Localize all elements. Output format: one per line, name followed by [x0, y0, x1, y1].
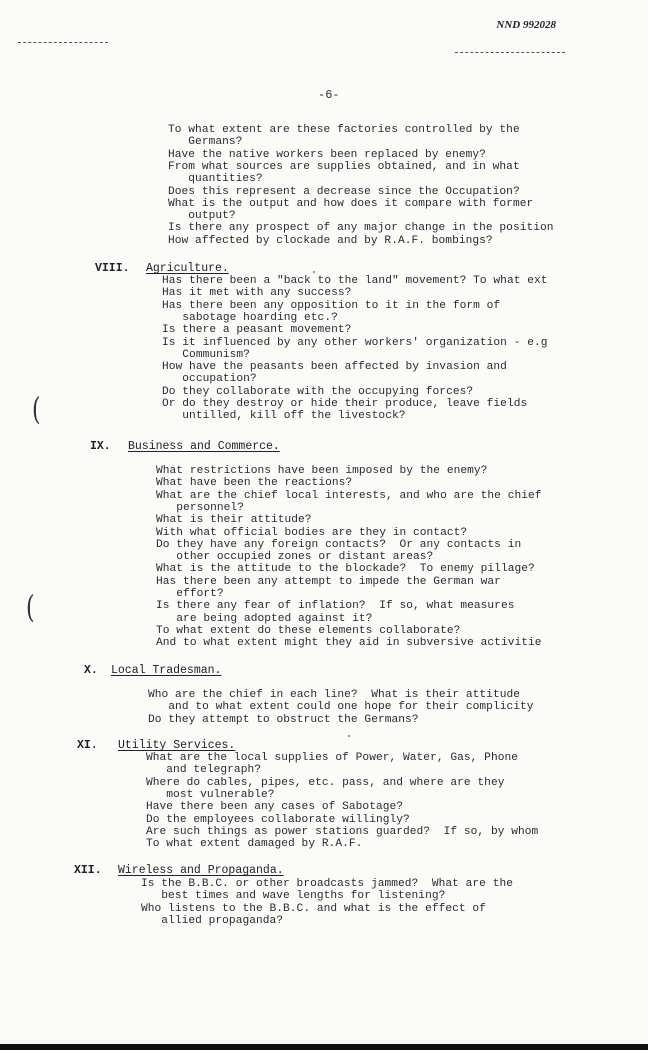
text-line: What have been the reactions? — [156, 477, 353, 490]
text-line: What restrictions have been imposed by the enemy? — [156, 465, 488, 477]
text-line: occupation? — [162, 373, 257, 386]
section-number: IX. — [90, 440, 111, 453]
section-title: Utility Services. — [118, 739, 236, 752]
scan-speck — [313, 271, 315, 273]
text-line: Is there a peasant movement? — [162, 324, 352, 337]
text-line: Is it influenced by any other workers' organization - e.g — [162, 336, 548, 349]
text-line: and telegraph? — [146, 764, 261, 777]
text-line: Is there any prospect of any major change in the position — [168, 222, 554, 235]
scan-bottom-edge — [0, 1044, 648, 1050]
text-line: What is their attitude? — [156, 514, 312, 527]
text-line: quantities? — [168, 173, 263, 186]
text-line: Does this represent a decrease since the Occupation? — [168, 185, 520, 198]
text-line: Has there been a "back to the land" movement? To what ext — [162, 275, 548, 287]
text-line: personnel? — [156, 501, 244, 514]
text-line: Is there any fear of inflation? If so, what measures — [156, 600, 515, 613]
margin-bracket-mark: ( — [32, 393, 41, 428]
text-line: Have there been any cases of Sabotage? — [146, 801, 404, 814]
scan-artifact-right — [455, 52, 565, 53]
text-line: untilled, kill off the livestock? — [162, 410, 406, 423]
text-line: effort? — [156, 588, 224, 600]
text-line: Do they collaborate with the occupying forces? — [162, 385, 474, 398]
section-title: Local Tradesman. — [111, 664, 222, 677]
section-number: XI. — [77, 739, 98, 752]
section-title: Wireless and Propaganda. — [118, 864, 284, 877]
text-line: Who listens to the B.B.C. and what is the effect of — [141, 902, 486, 915]
text-line: are being adopted against it? — [156, 612, 373, 625]
text-line: What is the output and how does it compare with former — [168, 197, 534, 210]
text-line: Do they attempt to obstruct the Germans? — [148, 713, 419, 726]
scan-artifact-left — [18, 42, 108, 43]
page-number: -6- — [318, 88, 340, 102]
text-line: What are the local supplies of Power, Water, Gas, Phone — [146, 752, 518, 764]
text-line: What are the chief local interests, and who are the chief — [156, 489, 542, 502]
text-line: Do the employees collaborate willingly? — [146, 813, 410, 826]
text-line: What is the attitude to the blockade? To enemy pillage? — [156, 563, 535, 576]
text-line: With what official bodies are they in contact? — [156, 526, 468, 539]
archive-stamp: NND 992028 — [496, 19, 556, 31]
text-line: Is the B.B.C. or other broadcasts jammed? What are the — [141, 878, 513, 890]
text-line: Have the native workers been replaced by enemy? — [168, 148, 486, 161]
text-line: Are such things as power stations guarded? If so, by whom — [146, 825, 539, 838]
scan-speck — [348, 735, 350, 737]
text-line: Germans? — [168, 136, 243, 149]
text-line: Has there been any attempt to impede the German war — [156, 575, 501, 588]
text-line: How affected by clockade and by R.A.F. bombings? — [168, 234, 493, 247]
section-number: VIII. — [95, 262, 130, 275]
section-title: Business and Commerce. — [128, 440, 280, 453]
margin-bracket-mark: ( — [26, 591, 35, 626]
text-line: Where do cables, pipes, etc. pass, and where are they — [146, 776, 505, 789]
text-line: And to what extent might they aid in subversive activitie — [156, 637, 542, 650]
text-line: From what sources are supplies obtained, and in what — [168, 160, 520, 173]
section-title: Agriculture. — [146, 262, 229, 275]
text-line: output? — [168, 210, 236, 223]
text-line: To what extent are these factories controlled by the — [168, 124, 520, 136]
text-line: Or do they destroy or hide their produce, leave fields — [162, 398, 528, 410]
text-line: other occupied zones or distant areas? — [156, 551, 434, 564]
text-line: To what extent do these elements collaborate? — [156, 624, 461, 637]
text-line: Who are the chief in each line? What is their attitude — [148, 689, 520, 701]
text-line: How have the peasants been affected by invasion and — [162, 361, 507, 374]
section-number: X. — [84, 664, 98, 677]
text-line: and to what extent could one hope for their complicity — [148, 701, 534, 714]
text-line: Communism? — [162, 348, 250, 361]
text-line: allied propaganda? — [141, 914, 284, 927]
text-line: Has there been any opposition to it in the form of — [162, 299, 501, 312]
text-line: best times and wave lengths for listening? — [141, 890, 446, 903]
section-number: XII. — [74, 864, 102, 877]
text-line: most vulnerable? — [146, 788, 275, 801]
text-line: Has it met with any success? — [162, 287, 352, 300]
text-line: To what extent damaged by R.A.F. — [146, 838, 363, 851]
text-line: Do they have any foreign contacts? Or any contacts in — [156, 538, 522, 551]
text-line: sabotage hoarding etc.? — [162, 311, 338, 324]
